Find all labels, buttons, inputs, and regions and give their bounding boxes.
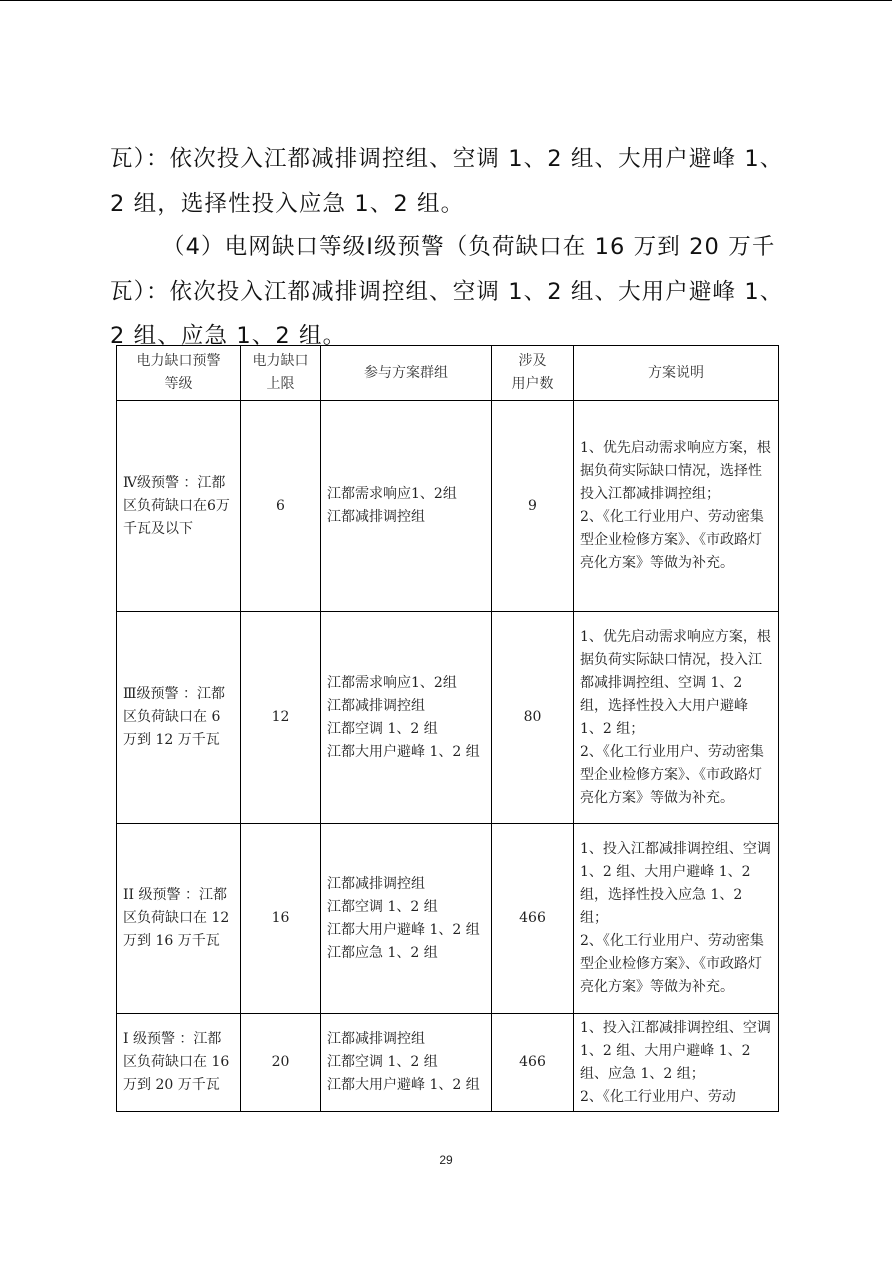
cell-plan-groups: 江都减排调控组 江都空调 1、2 组 江都大用户避峰 1、2 组 bbox=[321, 1014, 492, 1112]
cell-plan-description: 1、优先启动需求响应方案，根据负荷实际缺口情况，投入江都减排调控组、空调 1、2 组，选择性投入大用户避峰 1、2 组； 2、《化工行业用户、劳动密集型企业检修方案》、《市政路灯亮化方案》等做为补充。 bbox=[574, 612, 779, 824]
header-plan-groups: 参与方案群组 bbox=[321, 346, 492, 401]
cell-plan-groups: 江都需求响应1、2组 江都减排调控组 江都空调 1、2 组 江都大用户避峰 1、2 组 bbox=[321, 612, 492, 824]
header-warning-level: 电力缺口预警 等级 bbox=[117, 346, 241, 401]
table-row bbox=[117, 401, 779, 612]
top-border-line bbox=[0, 0, 892, 1]
cell-plan-groups: 江都减排调控组 江都空调 1、2 组 江都大用户避峰 1、2 组 江都应急 1、2 组 bbox=[321, 824, 492, 1014]
cell-warning-level: Ⅲ级预警 ：江都区负荷缺口在 6 万到 12 万千瓦 bbox=[117, 612, 241, 824]
warning-plan-table bbox=[116, 345, 779, 1112]
cell-user-count: 9 bbox=[492, 401, 574, 612]
cell-plan-description: 1、投入江都减排调控组、空调 1、2 组、大用户避峰 1、2 组、应急 1、2 组； 2、《化工行业用户、劳动 bbox=[574, 1014, 779, 1112]
cell-warning-level: II 级预警 ：江都区负荷缺口在 12 万到 16 万千瓦 bbox=[117, 824, 241, 1014]
table-row bbox=[117, 824, 779, 1014]
page-number: 29 bbox=[439, 1153, 453, 1167]
cell-user-count: 466 bbox=[492, 824, 574, 1014]
cell-gap-limit: 12 bbox=[241, 612, 321, 824]
cell-plan-description: 1、优先启动需求响应方案，根据负荷实际缺口情况，选择性投入江都减排调控组； 2、《化工行业用户、劳动密集型企业检修方案》、《市政路灯亮化方案》等做为补充。 bbox=[574, 401, 779, 612]
cell-warning-level: I 级预警 ：江都区负荷缺口在 16 万到 20 万千瓦 bbox=[117, 1014, 241, 1112]
cell-gap-limit: 20 bbox=[241, 1014, 321, 1112]
cell-user-count: 80 bbox=[492, 612, 574, 824]
text-line: 瓦）：依次投入江都减排调控组、空调 1、2 组、大用户避峰 1、 bbox=[110, 146, 784, 172]
cell-plan-description: 1、投入江都减排调控组、空调 1、2 组、大用户避峰 1、2 组，选择性投入应急 1、2 组； 2、《化工行业用户、劳动密集型企业检修方案》、《市政路灯亮化方案》等做为补充。 bbox=[574, 824, 779, 1014]
text-line: （4）电网缺口等级Ⅰ级预警（负荷缺口在 16 万到 20 万千 bbox=[162, 234, 776, 260]
header-user-count: 涉及 用户数 bbox=[492, 346, 574, 401]
cell-user-count: 466 bbox=[492, 1014, 574, 1112]
header-gap-limit: 电力缺口 上限 bbox=[241, 346, 321, 401]
text-line: 2 组，选择性投入应急 1、2 组。 bbox=[110, 190, 465, 217]
body-paragraph-1 bbox=[110, 137, 786, 226]
table-header-row bbox=[117, 346, 779, 401]
body-paragraph-2 bbox=[110, 225, 786, 359]
table-row bbox=[117, 1014, 779, 1112]
text-line: 瓦）：依次投入江都减排调控组、空调 1、2 组、大用户避峰 1、 bbox=[110, 278, 784, 305]
header-plan-description: 方案说明 bbox=[574, 346, 779, 401]
text-line: 2 组、应急 1、2 组。 bbox=[110, 323, 347, 349]
cell-gap-limit: 16 bbox=[241, 824, 321, 1014]
cell-plan-groups: 江都需求响应1、2组 江都减排调控组 bbox=[321, 401, 492, 612]
table-row bbox=[117, 612, 779, 824]
cell-gap-limit: 6 bbox=[241, 401, 321, 612]
cell-warning-level: Ⅳ级预警 ：江都区负荷缺口在6万千瓦及以下 bbox=[117, 401, 241, 612]
